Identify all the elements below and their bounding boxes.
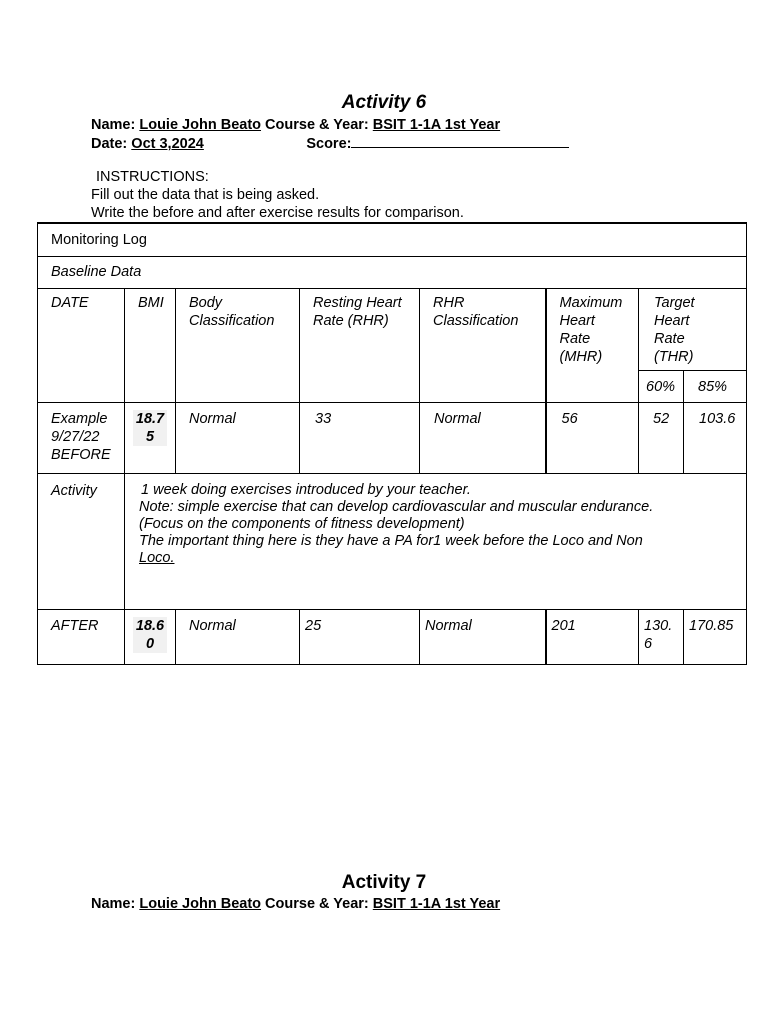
score-blank [351, 134, 569, 148]
course-label: Course & Year: [265, 117, 369, 133]
course-label: Course & Year: [265, 896, 369, 912]
activity-label: Activity [38, 473, 125, 609]
before-mhr: 56 [546, 402, 639, 473]
date-value: Oct 3,2024 [131, 136, 204, 152]
name-label: Name: [91, 896, 136, 912]
after-thr-85: 170.85 [684, 609, 747, 664]
after-mhr: 201 [546, 609, 639, 664]
baseline-data-label: Baseline Data [38, 256, 747, 288]
after-rhr: 25 [300, 609, 420, 664]
activity-line-3: (Focus on the components of fitness development) [139, 515, 465, 532]
instruction-2: Write the before and after exercise results for comparison. [91, 205, 464, 221]
header-rhr-classification: RHR Classification [420, 288, 546, 402]
date-label: Date: [91, 136, 128, 152]
after-body-class: Normal [176, 609, 300, 664]
activity-line-2: Note: simple exercise that can develop cardiovascular and muscular endurance. [139, 498, 654, 515]
name-value: Louie John Beato [139, 896, 262, 912]
score-label: Score: [306, 136, 352, 152]
activity-7-title: Activity 7 [341, 872, 427, 893]
before-date: Example 9/27/22 BEFORE [38, 402, 125, 473]
before-body-class: Normal [176, 402, 300, 473]
monitoring-log-table [37, 222, 747, 665]
baseline-row [38, 256, 747, 288]
instruction-1: Fill out the data that is being asked. [91, 187, 320, 203]
before-thr-60: 52 [639, 402, 684, 473]
name-label: Name: [91, 117, 136, 133]
header-rhr: Resting Heart Rate (RHR) [300, 288, 420, 402]
after-thr-60: 130. 6 [639, 609, 684, 664]
before-row [38, 402, 747, 473]
monitoring-log-label: Monitoring Log [38, 223, 747, 256]
name-line [91, 117, 500, 133]
monitoring-log-row [38, 223, 747, 256]
name-value: Louie John Beato [139, 117, 262, 133]
after-date: AFTER [38, 609, 125, 664]
after-rhr-class: Normal [420, 609, 546, 664]
before-bmi: 18.7 5 [125, 402, 176, 473]
activity-line-1: 1 week doing exercises introduced by your teacher. [141, 481, 471, 498]
header-body-classification: Body Classification [176, 288, 300, 402]
header-row [38, 288, 747, 370]
activity-7-name-line [91, 896, 500, 912]
before-rhr-class: Normal [420, 402, 546, 473]
before-rhr: 33 [300, 402, 420, 473]
header-mhr: Maximum Heart Rate (MHR) [546, 288, 639, 402]
after-row [38, 609, 747, 664]
activity-line-4: The important thing here is they have a PA for1 week before the Loco and Non [139, 532, 643, 549]
course-value: BSIT 1-1A 1st Year [372, 896, 501, 912]
header-bmi: BMI [125, 288, 176, 402]
header-thr-60: 60% [639, 370, 684, 402]
header-date: DATE [38, 288, 125, 402]
date-line [91, 134, 569, 152]
header-thr: Target Heart Rate (THR) [639, 288, 747, 370]
before-thr-85: 103.6 [684, 402, 747, 473]
header-thr-85: 85% [684, 370, 747, 402]
activity-description [125, 473, 747, 609]
activity-row [38, 473, 747, 609]
instructions-title: INSTRUCTIONS: [96, 169, 209, 185]
activity-6-title: Activity 6 [341, 92, 427, 113]
after-bmi: 18.6 0 [125, 609, 176, 664]
course-value: BSIT 1-1A 1st Year [372, 117, 501, 133]
activity-line-5: Loco. [139, 549, 175, 566]
